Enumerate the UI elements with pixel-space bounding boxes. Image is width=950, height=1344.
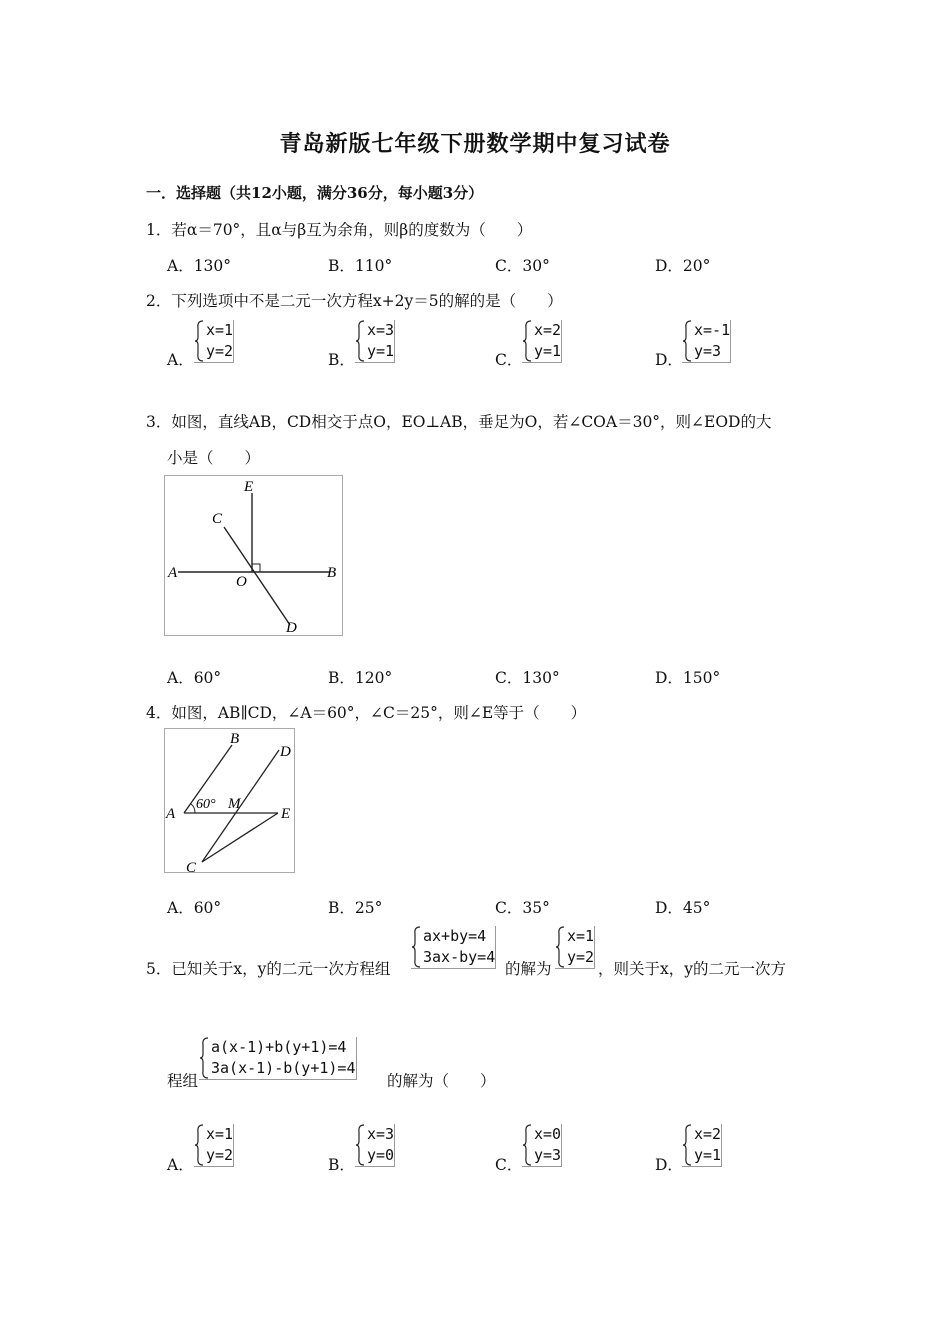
q5-option-b-system[interactable] <box>355 1124 395 1167</box>
q5-stem-e: 的解为（ ） <box>387 1072 496 1090</box>
brace-icon <box>194 320 204 362</box>
q5-system-2 <box>199 1037 357 1080</box>
brace-icon <box>682 320 692 362</box>
q3-option-c[interactable]: C．130° <box>495 669 560 687</box>
equation-line: x=2 <box>694 1125 722 1143</box>
equation-line: y=2 <box>567 948 595 966</box>
q3-option-d[interactable]: D．150° <box>655 669 721 687</box>
q5-option-d-system[interactable] <box>682 1124 722 1167</box>
q5-system-1 <box>411 926 496 969</box>
label-b: B <box>230 731 240 747</box>
label-c: C <box>186 860 197 874</box>
equation-line: y=2 <box>206 1146 234 1164</box>
equation-line: x=3 <box>367 321 395 339</box>
q5-option-c-system[interactable] <box>522 1124 562 1167</box>
equation-line: y=1 <box>367 342 395 360</box>
label-c: C <box>212 511 223 527</box>
q4-option-a[interactable]: A．60° <box>167 899 222 917</box>
equation-line: y=3 <box>694 342 722 360</box>
label-m: M <box>228 796 241 812</box>
equation-line: x=-1 <box>694 321 731 339</box>
q2-option-b-system[interactable] <box>355 320 395 363</box>
equation-line: y=1 <box>694 1146 722 1164</box>
brace-icon <box>522 1124 532 1166</box>
page-title: 青岛新版七年级下册数学期中复习试卷 <box>279 131 671 157</box>
label-e: E <box>281 806 291 822</box>
q4-option-d[interactable]: D．45° <box>655 899 711 917</box>
q1-option-a[interactable]: A．130° <box>167 257 232 275</box>
brace-icon <box>199 1037 209 1079</box>
brace-icon <box>355 1124 365 1166</box>
brace-icon <box>682 1124 692 1166</box>
q2-option-a-system[interactable] <box>194 320 234 363</box>
q1-option-b[interactable]: B．110° <box>328 257 393 275</box>
q3-figure <box>164 475 344 637</box>
q3-option-b[interactable]: B．120° <box>328 669 393 687</box>
q2-option-d-system[interactable] <box>682 320 731 363</box>
label-a: A <box>168 565 178 581</box>
q3-stem-line1: 3．如图，直线AB，CD相交于点O，EO⊥AB，垂足为O，若∠COA＝30°，则∠EOD的大 <box>146 413 772 431</box>
brace-icon <box>355 320 365 362</box>
q5-option-d-label[interactable]: D． <box>655 1156 683 1174</box>
equation-line: x=2 <box>534 321 562 339</box>
equation-line: x=1 <box>206 1125 234 1143</box>
label-e: E <box>244 479 254 495</box>
angle-arc <box>191 804 195 813</box>
q5-option-c-label[interactable]: C． <box>495 1156 523 1174</box>
equation-line: a(x-1)+b(y+1)=4 <box>211 1038 347 1056</box>
equation-line: y=2 <box>206 342 234 360</box>
q5-option-a-label[interactable]: A． <box>167 1156 194 1174</box>
equation-line: y=1 <box>534 342 562 360</box>
q3-option-a[interactable]: A．60° <box>167 669 222 687</box>
equation-line: x=1 <box>567 927 595 945</box>
q2-option-a-label[interactable]: A． <box>167 351 194 369</box>
equation-line: 3ax-by=4 <box>423 948 496 966</box>
q5-option-b-label[interactable]: B． <box>328 1156 355 1174</box>
brace-icon <box>522 320 532 362</box>
line-cd <box>224 527 290 625</box>
brace-icon <box>194 1124 204 1166</box>
label-angle-60: 60° <box>196 797 216 812</box>
line-ec <box>202 813 278 862</box>
label-a: A <box>166 806 176 822</box>
q2-option-d-label[interactable]: D． <box>655 351 683 369</box>
equation-line: y=3 <box>534 1146 562 1164</box>
equation-line: x=3 <box>367 1125 395 1143</box>
label-d: D <box>280 744 291 760</box>
q4-option-b[interactable]: B．25° <box>328 899 383 917</box>
label-o: O <box>236 574 247 590</box>
label-b: B <box>327 565 337 581</box>
equation-line: x=1 <box>206 321 234 339</box>
q5-stem-c: ，则关于x，y的二元一次方 <box>598 960 786 978</box>
equation-line: ax+by=4 <box>423 927 487 945</box>
q1-option-c[interactable]: C．30° <box>495 257 550 275</box>
q3-stem-line2: 小是（ ） <box>167 449 261 467</box>
q5-stem-a: 5．已知关于x，y的二元一次方程组 <box>146 960 391 978</box>
q1-option-d[interactable]: D．20° <box>655 257 711 275</box>
q5-solution <box>555 926 595 969</box>
q5-stem-b: 的解为 <box>505 960 552 978</box>
q4-figure <box>164 728 296 874</box>
q2-option-b-label[interactable]: B． <box>328 351 355 369</box>
q2-stem: 2．下列选项中不是二元一次方程x+2y＝5的解的是（ ） <box>146 292 563 310</box>
brace-icon <box>555 926 565 968</box>
equation-line: 3a(x-1)-b(y+1)=4 <box>211 1059 356 1077</box>
q4-stem: 4．如图，AB∥CD，∠A＝60°，∠C＝25°，则∠E等于（ ） <box>146 704 587 722</box>
figure-border <box>165 476 343 636</box>
q2-option-c-label[interactable]: C． <box>495 351 523 369</box>
equation-line: y=0 <box>367 1146 395 1164</box>
q5-option-a-system[interactable] <box>194 1124 234 1167</box>
q1-stem: 1．若α＝70°，且α与β互为余角，则β的度数为（ ） <box>146 221 533 239</box>
label-d: D <box>286 620 297 636</box>
q2-option-c-system[interactable] <box>522 320 562 363</box>
q5-stem-d: 程组 <box>167 1072 199 1090</box>
brace-icon <box>411 926 421 968</box>
equation-line: x=0 <box>534 1125 562 1143</box>
section-heading: 一．选择题（共12小题，满分36分，每小题3分） <box>146 184 484 202</box>
q4-option-c[interactable]: C．35° <box>495 899 550 917</box>
